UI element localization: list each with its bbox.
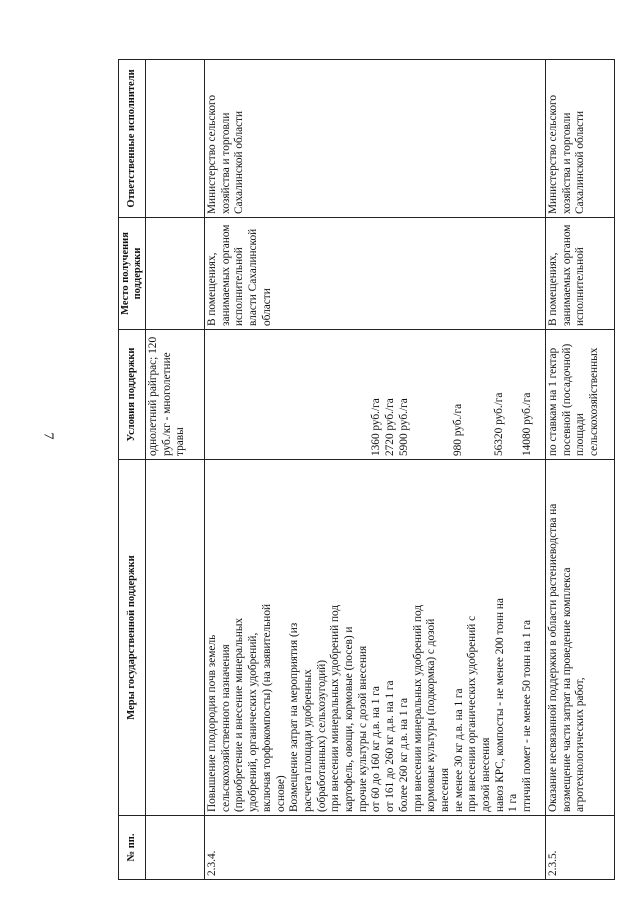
conditions-line (274, 333, 288, 456)
conditions-line (316, 333, 330, 456)
measures-line: картофель, овощи, кормовые (посев) и (343, 626, 356, 812)
header-place: Место получения поддержки (119, 218, 146, 330)
cell-num: 2.3.5. (546, 816, 615, 880)
cell-measures: Оказание несвязанной поддержки в области растениеводства на возмещение части затрат на проведение комплекса агротехнологических работ, (546, 460, 615, 816)
measures-line: птичий помет - не менее 50 тонн на 1 га (521, 619, 534, 812)
measures-line: от 60 до 160 кг д.в. на 1 га (370, 686, 383, 812)
conditions-line (480, 333, 494, 456)
conditions-line (302, 333, 316, 456)
cell-num (146, 816, 205, 880)
conditions-line (233, 333, 247, 456)
conditions-line: 980 руб./га (452, 403, 465, 456)
cell-place: В помещениях, занимаемых органом исполнительной (546, 218, 615, 330)
header-num: № пп. (119, 816, 146, 880)
cell-measures (205, 460, 546, 816)
cell-place: В помещениях, занимаемых органом исполнительной власти Сахалинской области (205, 218, 546, 330)
measures-line: при внесении минеральных удобрений под (411, 604, 424, 812)
measures-line: от 161 до 260 кг д.в. на 1 га (384, 680, 397, 812)
measures-line: навоз КРС, компосты - не менее 200 тонн на (493, 598, 506, 812)
cell-executors (146, 60, 205, 218)
page-number: 7 (40, 432, 56, 440)
conditions-line (425, 333, 439, 456)
conditions-lines (206, 333, 535, 456)
measures-line: Повышение плодородия почв земель (206, 634, 218, 812)
header-measures: Меры государственной поддержки (119, 460, 146, 816)
conditions-line: 56320 руб./га (493, 392, 506, 456)
conditions-line (288, 333, 302, 456)
measures-line: включая торфокомпосты) (на заявительной (260, 603, 273, 812)
measures-line: не менее 30 кг д.в. на 1 га (452, 688, 465, 812)
table-row-2-3-5 (546, 60, 615, 880)
conditions-line (206, 333, 220, 456)
measures-line: Возмещение затрат на мероприятия (из (288, 622, 301, 812)
header-row (119, 60, 146, 880)
measures-line: дозой внесения (480, 737, 493, 812)
measures-line: основе) (274, 775, 287, 812)
conditions-line (261, 333, 275, 456)
cell-place (146, 218, 205, 330)
conditions-line (357, 333, 371, 456)
conditions-line: 14080 руб./га (520, 392, 533, 456)
conditions-line (507, 333, 521, 456)
cell-conditions: по ставкам на 1 гектар посевной (посадочной) площади сельскохозяйственных (546, 330, 615, 460)
conditions-line (247, 333, 261, 456)
conditions-line (439, 333, 453, 456)
measures-line: (обработанных) сельхозугодий) (315, 659, 328, 812)
rotated-table-wrapper (118, 60, 601, 880)
conditions-line: 5900 руб./га (397, 398, 410, 456)
measures-line: при внесении минеральных удобрений под (329, 604, 342, 812)
table-row-2-3-4 (205, 60, 546, 880)
cell-measures (146, 460, 205, 816)
measures-line: кормовые культуры (подкормка) с дозой (425, 618, 438, 812)
measures-line: расчета площади удобренных (301, 669, 314, 812)
conditions-line (411, 333, 425, 456)
cell-conditions: однолетний райграс; 120 руб./кг - многолетние травы (146, 330, 205, 460)
cell-num: 2.3.4. (205, 816, 546, 880)
cell-executors: Министерство сельского хозяйства и торговли Сахалинской области (205, 60, 546, 218)
conditions-line (466, 333, 480, 456)
measures-line: при внесении органических удобрений с (466, 615, 479, 812)
header-conditions: Условия поддержки (119, 330, 146, 460)
support-measures-table (118, 59, 615, 880)
conditions-line (220, 333, 234, 456)
header-executors: Ответственные исполнители (119, 60, 146, 218)
measures-line: более 260 кг д.в. на 1 га (397, 697, 410, 812)
measures-line: 1 га (507, 793, 520, 812)
conditions-line: 1360 руб./га (370, 398, 383, 456)
measures-line: сельскохозяйственного назначения (219, 644, 232, 812)
measures-line: удобрений, органических удобрений, (247, 632, 260, 812)
measures-line: внесения (438, 767, 451, 812)
measures-line: прочие культуры с дозой внесения (356, 645, 369, 812)
table-row-continuation (146, 60, 205, 880)
conditions-line: 2720 руб./га (383, 398, 396, 456)
cell-conditions (205, 330, 546, 460)
cell-executors: Министерство сельского хозяйства и торговли Сахалинской области (546, 60, 615, 218)
conditions-line (343, 333, 357, 456)
measures-line: (приобретение и внесение минеральных (233, 617, 246, 812)
measures-lines (206, 463, 535, 812)
conditions-line (329, 333, 343, 456)
